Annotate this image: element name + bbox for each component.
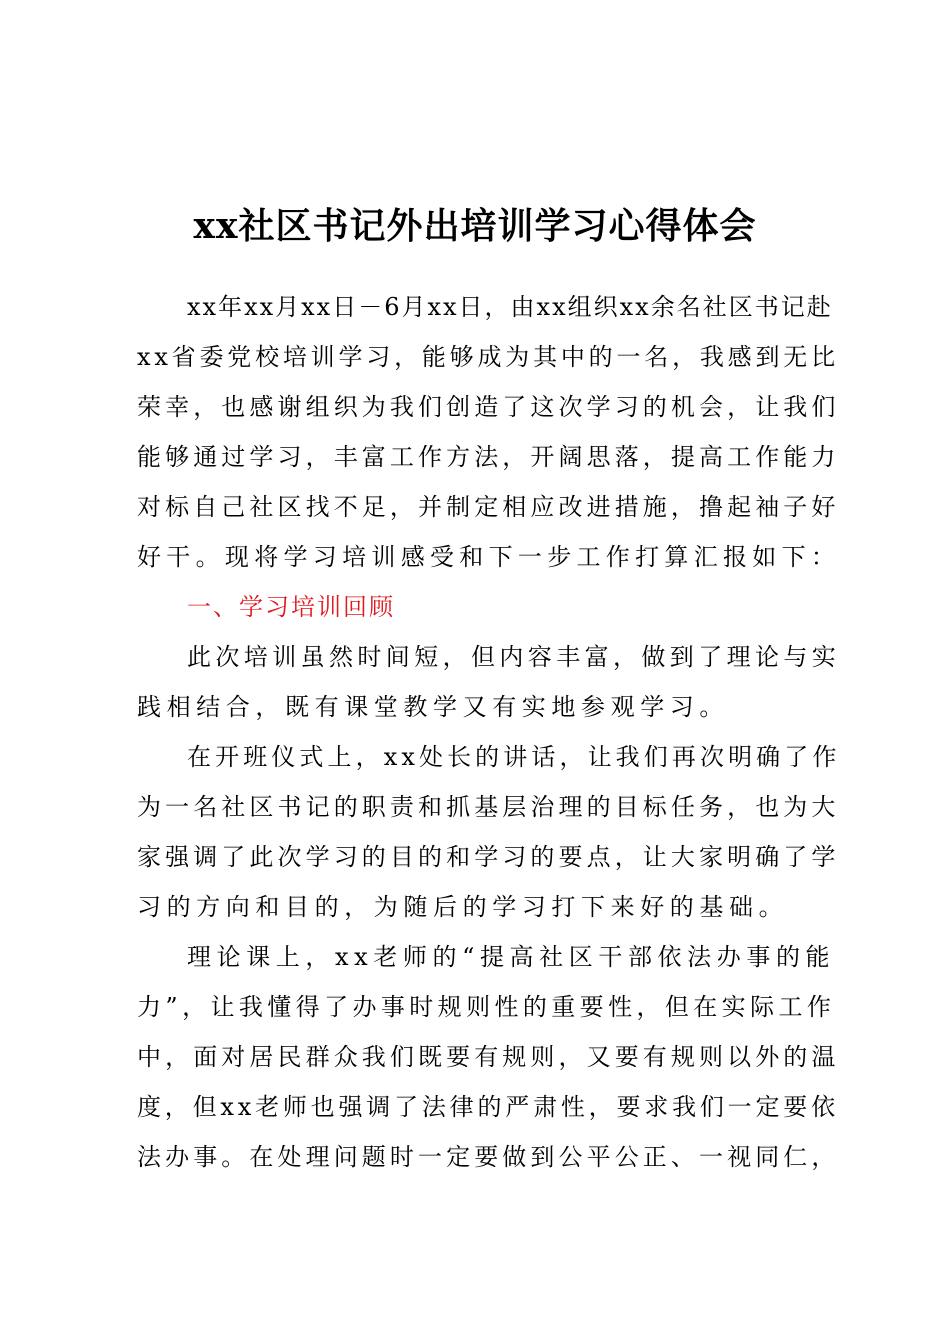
paragraph-line: 习的方向和目的，为随后的学习打下来好的基础。 [137,893,789,921]
paragraph-line: 对标自己社区找不足，并制定相应改进措施，撸起袖子好 [137,493,840,521]
paragraph-line: 在开班仪式上，xx处长的讲话，让我们再次明确了作 [187,743,841,771]
section-heading: 一、学习培训回顾 [187,593,395,621]
paragraph-line: 为一名社区书记的职责和抓基层治理的目标任务，也为大 [137,793,840,821]
paragraph-line: 此次培训虽然时间短，但内容丰富，做到了理论与实 [187,643,841,671]
paragraph-line: 好干。现将学习培训感受和下一步工作打算汇报如下： [137,543,841,571]
paragraph-line: 能够通过学习，丰富工作方法，开阔思落，提高工作能力 [137,443,840,471]
paragraph-line: 理论课上，xx老师的“提高社区干部依法办事的能 [187,943,836,971]
paragraph-line: 中，面对居民群众我们既要有规则，又要有规则以外的温 [137,1043,840,1071]
paragraph-line: 力”，让我懂得了办事时规则性的重要性，但在实际工作 [137,993,836,1021]
paragraph-line: 践相结合，既有课堂教学又有实地参观学习。 [137,693,729,721]
paragraph-line: 度，但xx老师也强调了法律的严肃性，要求我们一定要依 [137,1093,839,1121]
paragraph-line: 法办事。在处理问题时一定要做到公平公正、一视同仁， [137,1143,840,1171]
paragraph-line: xx省委党校培训学习，能够成为其中的一名，我感到无比 [137,343,839,371]
paragraph-line: 荣幸，也感谢组织为我们创造了这次学习的机会，让我们 [137,393,840,421]
paragraph-line: xx年xx月xx日－6月xx日，由xx组织xx余名社区书记赴 [187,293,833,321]
document-title: xx社区书记外出培训学习心得体会 [193,205,757,247]
paragraph-line: 家强调了此次学习的目的和学习的要点，让大家明确了学 [137,843,840,871]
